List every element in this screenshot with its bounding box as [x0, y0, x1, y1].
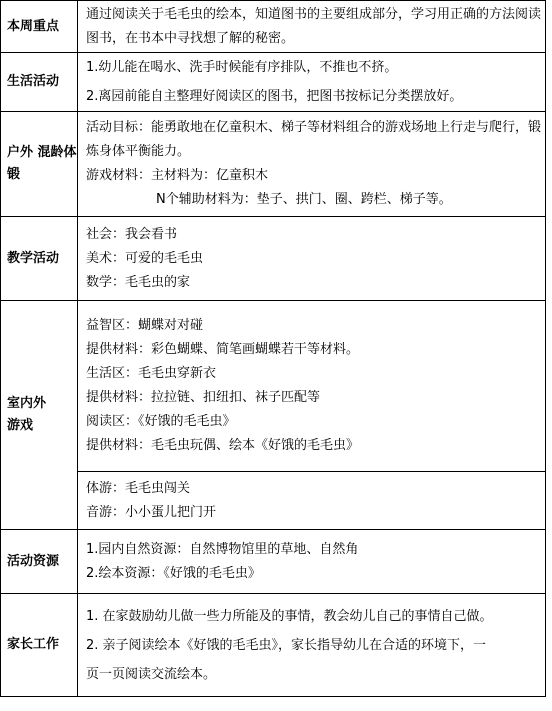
parents-item-2-cont: 页一页阅读交流绘本。	[86, 666, 217, 682]
life-item-2: 2.离园前能自主整理好阅读区的图书，把图书按标记分类摆放好。	[86, 89, 463, 104]
label-indoor-outdoor-games	[1, 301, 78, 530]
row-weekly-focus	[1, 1, 546, 53]
parents-item-2: 2. 亲子阅读绘本《好饿的毛毛虫》，家长指导幼儿在合适的环境下，一	[86, 637, 487, 653]
row-life-activity	[1, 53, 546, 112]
row-indoor-outdoor-games	[1, 301, 546, 472]
games-outdoor-item-1: 体游：毛毛虫闯关	[86, 480, 191, 496]
row-games-outdoor	[1, 472, 546, 530]
content-outdoor-exercise	[78, 112, 546, 217]
row-outdoor-exercise	[1, 112, 546, 217]
games-label-line1: 室内外	[7, 396, 47, 411]
resources-item-1: 1.园内自然资源：自然博物馆里的草地、自然角	[86, 541, 359, 557]
life-item-1: 1.幼儿能在喝水、洗手时候能有序排队，不推也不挤。	[86, 60, 398, 75]
games-indoor-item-6: 提供材料：毛毛虫玩偶、绘本《好饿的毛毛虫》	[86, 438, 360, 453]
content-indoor-games	[78, 301, 546, 472]
games-outdoor-item-2: 音游：小小蛋儿把门开	[86, 504, 217, 520]
label-teaching-activity: 教学活动	[1, 217, 78, 301]
teaching-item-2: 美术：可爱的毛毛虫	[86, 250, 204, 266]
label-outdoor-exercise: 户外 混龄体锻	[1, 112, 78, 217]
games-label-line2: 游戏	[7, 418, 34, 433]
content-activity-resources	[78, 530, 546, 594]
games-indoor-item-2: 提供材料：彩色蝴蝶、简笔画蝴蝶若干等材料。	[86, 342, 360, 357]
label-parent-work: 家长工作	[1, 594, 78, 697]
label-life-activity: 生活活动	[1, 53, 78, 112]
resources-item-2: 2.绘本资源：《好饿的毛毛虫》	[86, 565, 261, 581]
content-outdoor-games	[78, 472, 546, 530]
content-teaching-activity	[78, 217, 546, 301]
focus-text: 通过阅读关于毛毛虫的绘本，知道图书的主要组成部分，学习用正确的方法阅读图书，在书本中寻找想了解的秘密。	[86, 6, 542, 46]
teaching-item-3: 数学：毛毛虫的家	[86, 274, 191, 290]
games-indoor-item-3: 生活区：毛毛虫穿新衣	[86, 366, 217, 381]
outdoor-materials-main: 游戏材料：主材料为：亿童积木	[86, 168, 269, 183]
teaching-item-1: 社会：我会看书	[86, 226, 178, 242]
row-teaching-activity	[1, 217, 546, 301]
label-activity-resources: 活动资源	[1, 530, 78, 594]
outdoor-materials-aux: N个辅助材料为：垫子、拱门、圈、跨栏、梯子等。	[156, 192, 452, 207]
content-weekly-focus	[78, 1, 546, 53]
games-indoor-item-5: 阅读区：《好饿的毛毛虫》	[86, 414, 236, 429]
row-parent-work	[1, 594, 546, 697]
content-parent-work	[78, 594, 546, 697]
row-activity-resources	[1, 530, 546, 594]
parents-item-1: 1. 在家鼓励幼儿做一些力所能及的事情，教会幼儿自己的事情自己做。	[86, 608, 493, 624]
label-weekly-focus: 本周重点	[1, 1, 78, 53]
outdoor-goal: 活动目标：能勇敢地在亿童积木、梯子等材料组合的游戏场地上行走与爬行，锻炼身体平衡能力。	[86, 120, 542, 159]
content-life-activity	[78, 53, 546, 112]
games-indoor-item-4: 提供材料：拉拉链、扣纽扣、袜子匹配等	[86, 390, 321, 405]
games-indoor-item-1: 益智区：蝴蝶对对碰	[86, 318, 204, 333]
